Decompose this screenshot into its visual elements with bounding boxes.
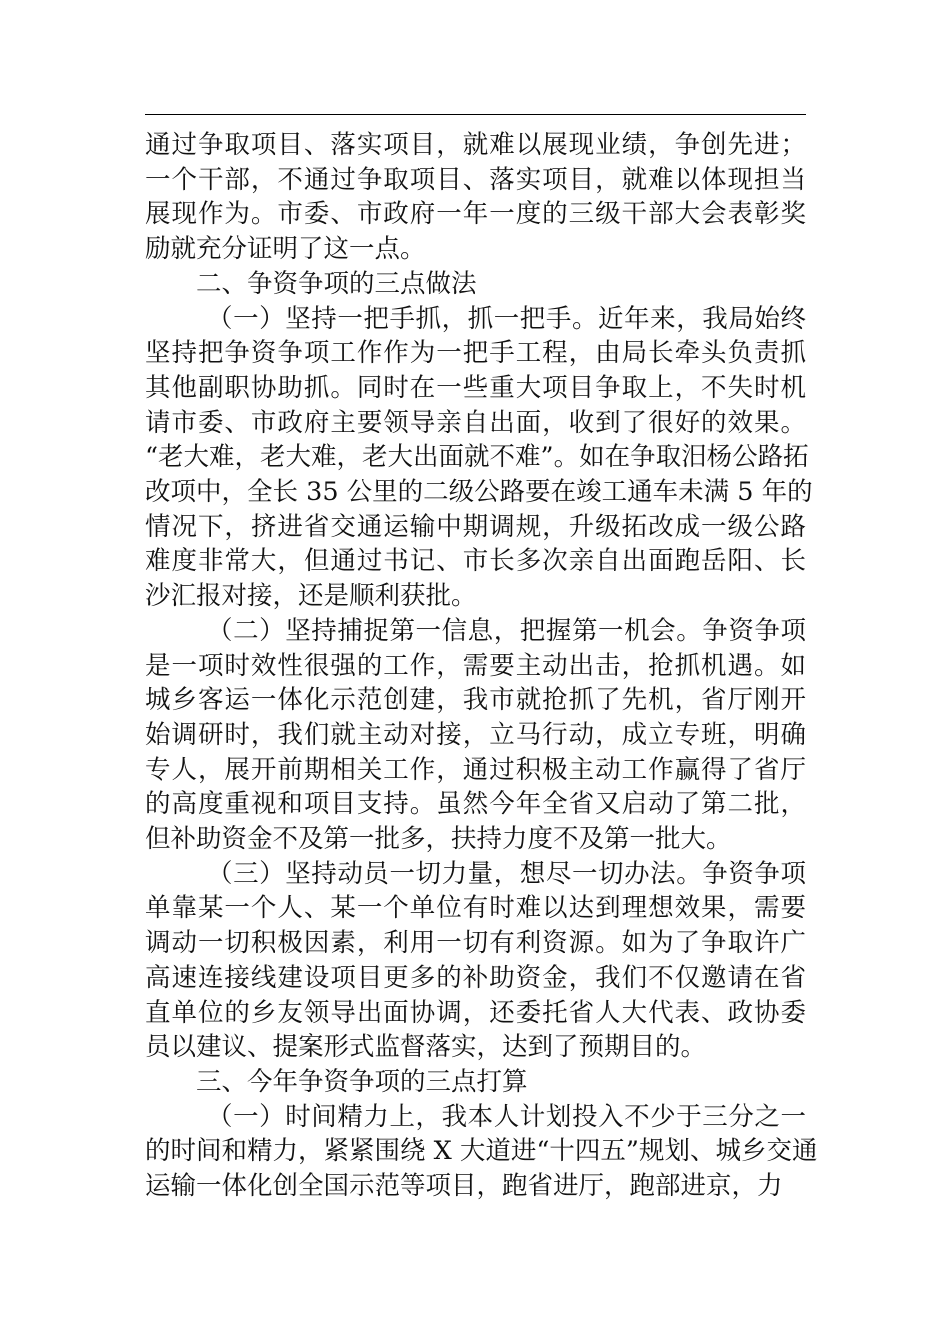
text-line: 高速连接线建设项目更多的补助资金，我们不仅邀请在省 (145, 962, 806, 993)
text-line: （一）时间精力上，我本人计划投入不少于三分之一 (207, 1101, 806, 1132)
text-line: 始调研时，我们就主动对接，立马行动，成立专班，明确 (145, 719, 806, 750)
text-line: 单靠某一个人、某一个单位有时难以达到理想效果，需要 (145, 893, 806, 924)
text-line: 坚持把争资争项工作作为一把手工程，由局长牵头负责抓 (145, 338, 806, 369)
text-line: 励就充分证明了这一点。 (145, 234, 426, 265)
text-line: 三、今年争资争项的三点打算 (196, 1066, 528, 1097)
text-line: 沙汇报对接，还是顺利获批。 (145, 581, 477, 612)
paragraph (145, 302, 813, 614)
text-line: （二）坚持捕捉第一信息，把握第一机会。争资争项 (207, 615, 806, 646)
text-line: 专人，展开前期相关工作，通过积极主动工作赢得了省厅 (145, 754, 806, 785)
text-line: 城乡客运一体化示范创建，我市就抢抓了先机，省厅刚开 (145, 685, 806, 716)
text-line: 调动一切积极因素，利用一切有利资源。如为了争取许广 (145, 928, 806, 959)
text-line: 的时间和精力，紧紧围绕 X 大道进“十四五”规划、城乡交通 (145, 1136, 818, 1167)
text-line: 二、争资争项的三点做法 (196, 268, 477, 299)
text-line: 请市委、市政府主要领导亲自出面，收到了很好的效果。 (145, 407, 806, 438)
text-line: “老大难，老大难，老大出面就不难”。如在争取汨杨公路拓 (145, 442, 809, 473)
text-line: 但补助资金不及第一批多，扶持力度不及第一批大。 (145, 824, 732, 855)
text-line: 改项中，全长 35 公里的二级公路要在竣工通车未满 5 年的 (145, 477, 813, 508)
text-line: 一个干部，不通过争取项目、落实项目，就难以体现担当 (145, 164, 806, 195)
text-line: （三）坚持动员一切力量，想尽一切办法。争资争项 (207, 858, 806, 889)
text-line: 情况下，挤进省交通运输中期调规，升级拓改成一级公路 (145, 511, 806, 542)
paragraph (145, 614, 806, 857)
document-body (145, 128, 818, 1204)
section-heading (145, 1065, 806, 1100)
text-line: 的高度重视和项目支持。虽然今年全省又启动了第二批， (145, 789, 806, 820)
section-heading (145, 267, 806, 302)
text-line: 运输一体化创全国示范等项目，跑省进厅，跑部进京，力 (145, 1171, 783, 1202)
text-line: 展现作为。市委、市政府一年一度的三级干部大会表彰奖 (145, 199, 806, 230)
text-line: 通过争取项目、落实项目，就难以展现业绩，争创先进； (145, 130, 806, 160)
paragraph (145, 1100, 818, 1204)
text-line: 员以建议、提案形式监督落实，达到了预期目的。 (145, 1032, 707, 1063)
paragraph (145, 128, 806, 267)
text-line: 是一项时效性很强的工作，需要主动出击，抢抓机遇。如 (145, 650, 806, 681)
paragraph (145, 857, 806, 1065)
text-line: 难度非常大，但通过书记、市长多次亲自出面跑岳阳、长 (145, 546, 806, 577)
header-rule (145, 114, 806, 115)
text-line: （一）坚持一把手抓，抓一把手。近年来，我局始终 (207, 303, 806, 334)
text-line: 直单位的乡友领导出面协调，还委托省人大代表、政协委 (145, 997, 806, 1028)
text-line: 其他副职协助抓。同时在一些重大项目争取上，不失时机 (145, 372, 806, 403)
